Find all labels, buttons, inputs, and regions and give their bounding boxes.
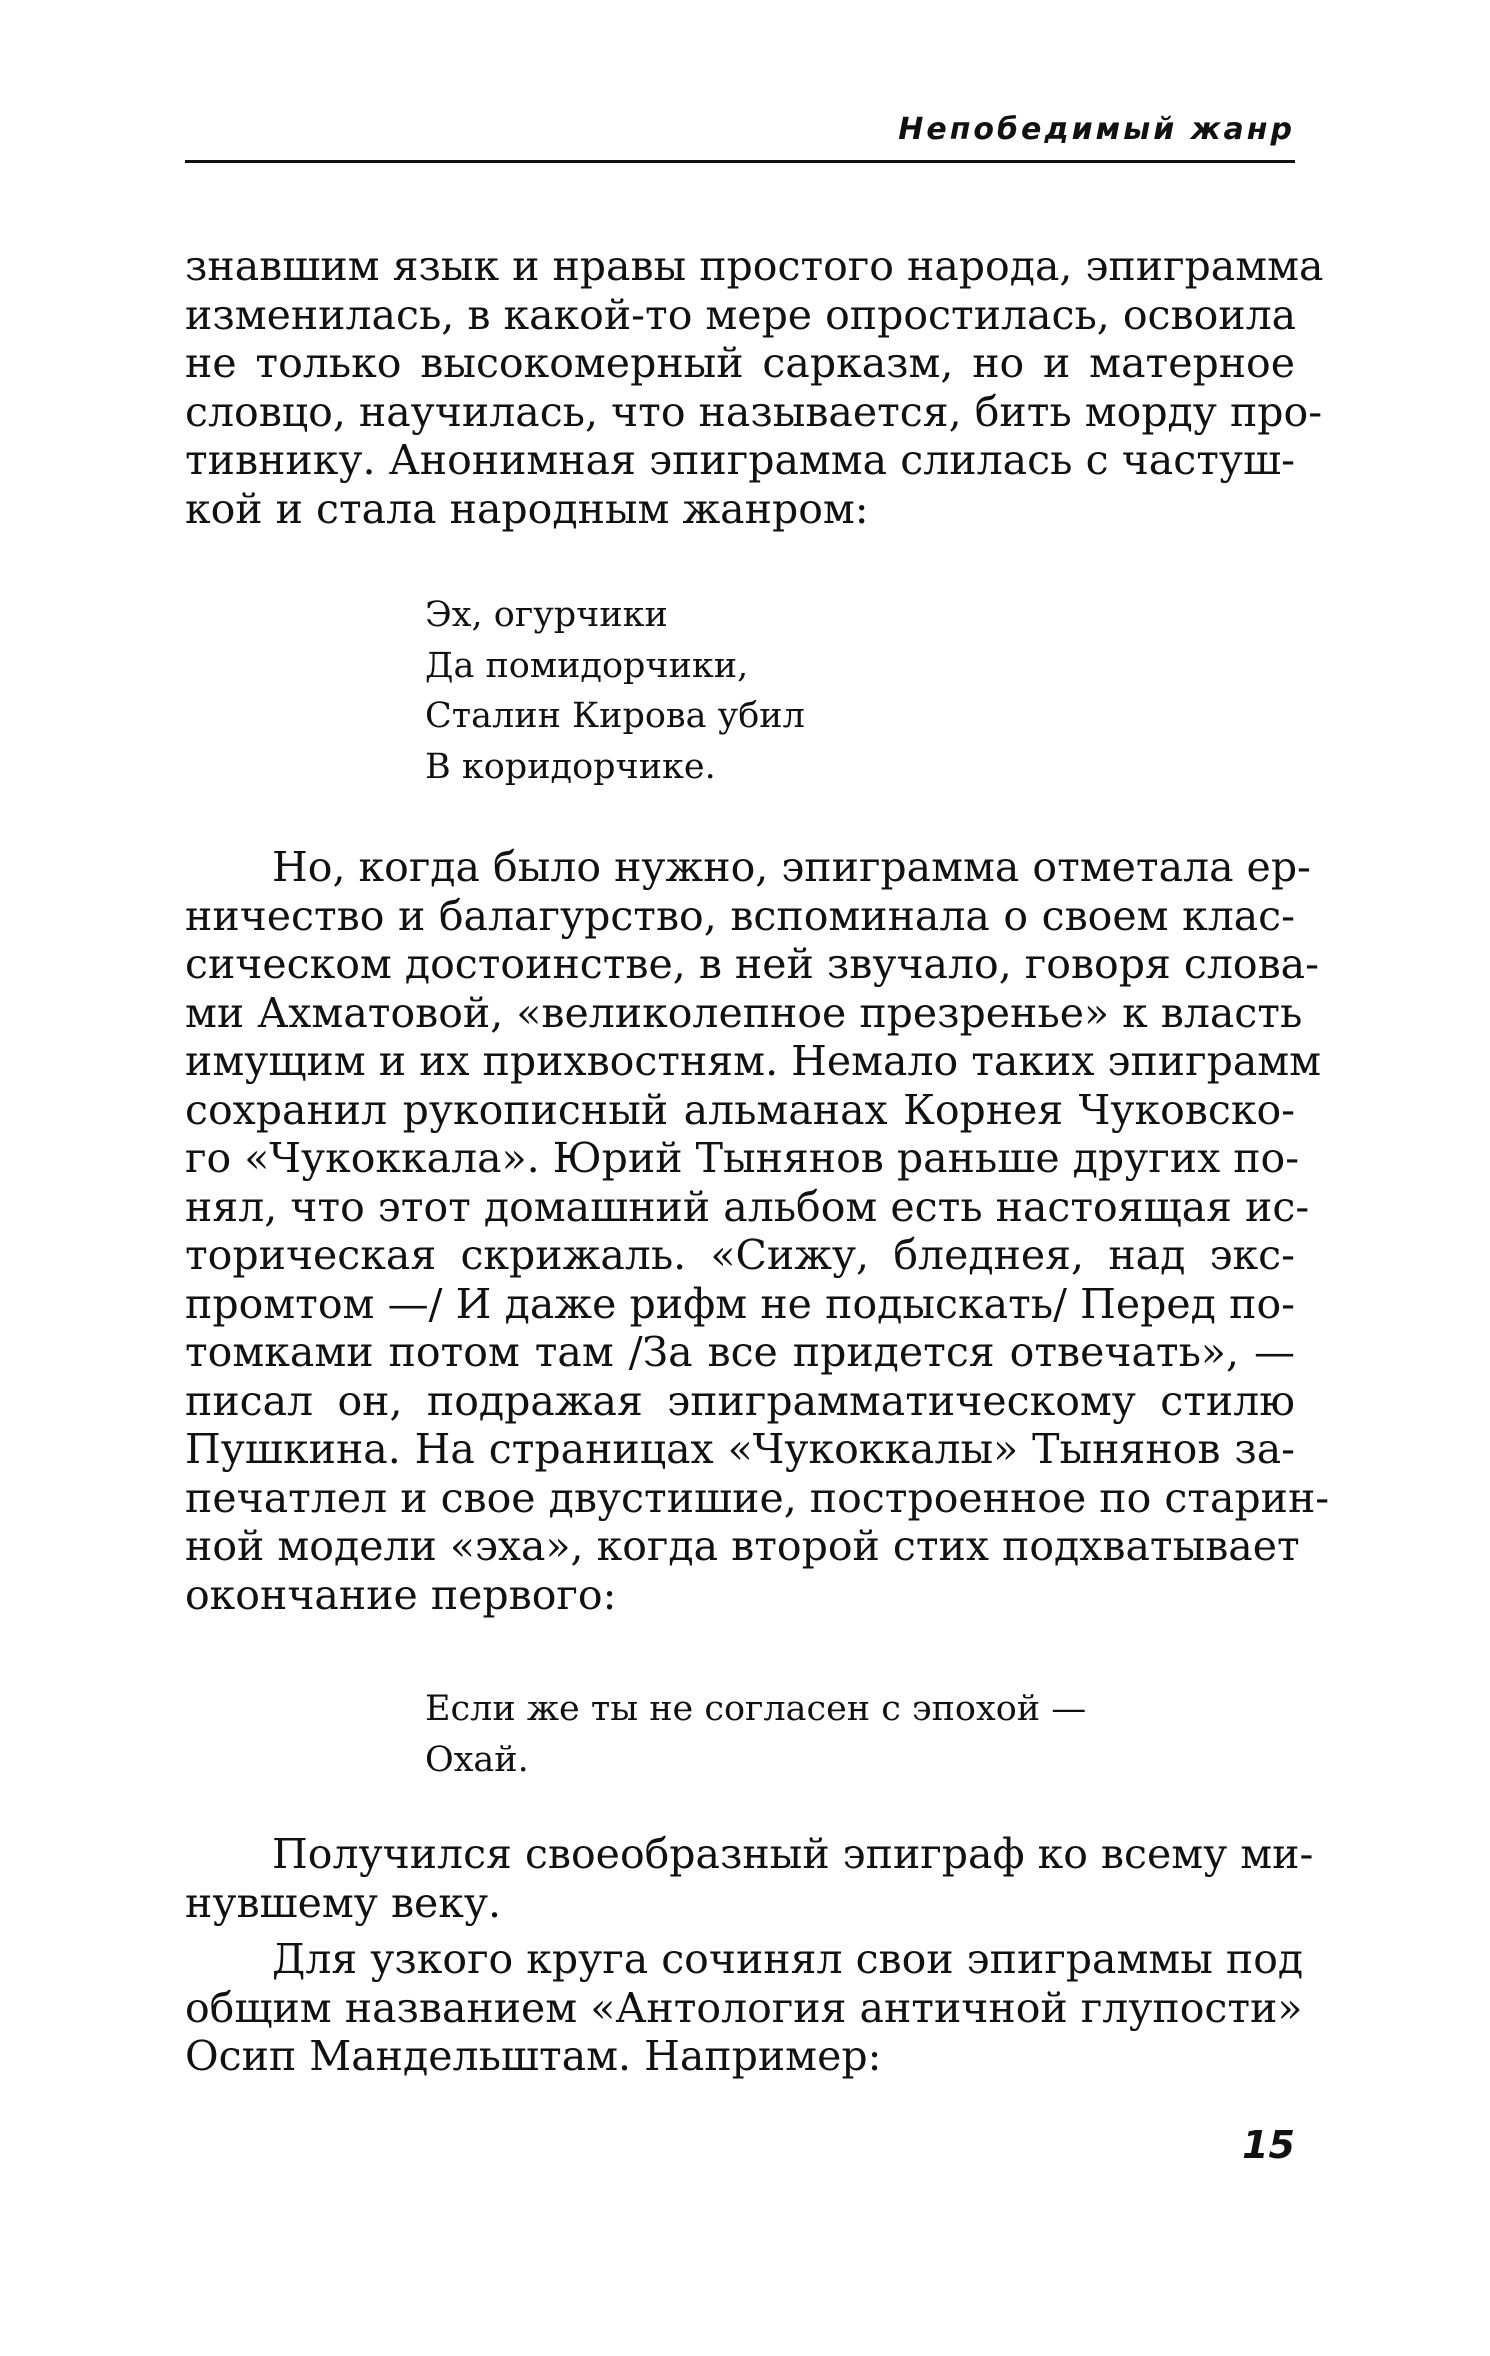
text-line: тивнику. Анонимная эпиграмма слилась с частуш- bbox=[185, 436, 1295, 484]
text-line: Получился своеобразный эпиграф ко всему ми- bbox=[272, 1830, 1314, 1878]
paragraph-2 bbox=[185, 843, 1330, 1619]
text-line: не только высокомерный сарказм, но и матерное bbox=[185, 339, 1295, 387]
text-line: кой и стала народным жанром: bbox=[185, 484, 869, 533]
poem-verse: Сталин Кирова убил bbox=[425, 696, 805, 736]
text-line: ничество и балагурство, вспоминала о своем клас- bbox=[185, 891, 1295, 940]
running-head-title: Непобедимый жанр bbox=[898, 112, 1295, 147]
paragraph-4 bbox=[185, 1935, 1304, 2081]
poem-verse: Если же ты не согласен с эпохой — bbox=[425, 1689, 1087, 1729]
text-line: нувшему веку. bbox=[185, 1878, 502, 1927]
text-line: словцо, научилась, что называется, бить морду про- bbox=[185, 387, 1323, 436]
text-line: ной модели «эха», когда второй стих подхватывает bbox=[185, 1522, 1300, 1570]
text-line: писал он, подражая эпиграмматическому стилю bbox=[185, 1376, 1295, 1425]
text-line: знавшим язык и нравы простого народа, эпиграмма bbox=[185, 242, 1324, 290]
header-rule bbox=[185, 160, 1295, 163]
text-line: Для узкого круга сочинял свои эпиграммы под bbox=[272, 1935, 1304, 1983]
text-line: го «Чукоккала». Юрий Тынянов раньше других по- bbox=[185, 1134, 1300, 1182]
text-line: Пушкина. На страницах «Чукоккалы» Тынянов за- bbox=[185, 1425, 1295, 1473]
text-line: промтом —/ И даже рифм не подыскать/ Перед по- bbox=[185, 1279, 1295, 1328]
text-line: печатлел и свое двустишие, построенное по старин- bbox=[185, 1473, 1330, 1522]
poem-2 bbox=[425, 1684, 1086, 1785]
poem-verse: Охай. bbox=[425, 1739, 529, 1780]
poem-1 bbox=[425, 590, 805, 792]
text-line: изменилась, в какой-то мере опростилась, освоила bbox=[185, 290, 1297, 339]
poem-verse: В коридорчике. bbox=[425, 746, 716, 787]
text-line: Осип Мандельштам. Например: bbox=[185, 2032, 882, 2080]
text-line: томками потом там /За все придется отвечать», — bbox=[185, 1328, 1295, 1376]
text-line: торическая скрижаль. «Сижу, бледнея, над экс- bbox=[185, 1231, 1295, 1279]
text-line: Но, когда было нужно, эпиграмма отметала ер- bbox=[272, 843, 1311, 891]
page-number: 15 bbox=[1242, 2123, 1295, 2167]
poem-verse: Да помидорчики, bbox=[425, 645, 749, 686]
text-line: нял, что этот домашний альбом есть настоящая ис- bbox=[185, 1182, 1310, 1231]
paragraph-1 bbox=[185, 242, 1324, 533]
text-line: общим названием «Антология античной глупости» bbox=[185, 1983, 1303, 2032]
text-line: окончание первого: bbox=[185, 1570, 617, 1619]
text-line: имущим и их прихвостням. Немало таких эпиграмм bbox=[185, 1037, 1322, 1085]
text-line: сохранил рукописный альманах Корнея Чуковско- bbox=[185, 1085, 1295, 1134]
text-line: ми Ахматовой, «великолепное презренье» к власть bbox=[185, 988, 1303, 1037]
paragraph-3 bbox=[185, 1830, 1314, 1927]
text-line: сическом достоинстве, в ней звучало, говоря слова- bbox=[185, 940, 1319, 988]
poem-verse: Эх, огурчики bbox=[425, 595, 668, 635]
